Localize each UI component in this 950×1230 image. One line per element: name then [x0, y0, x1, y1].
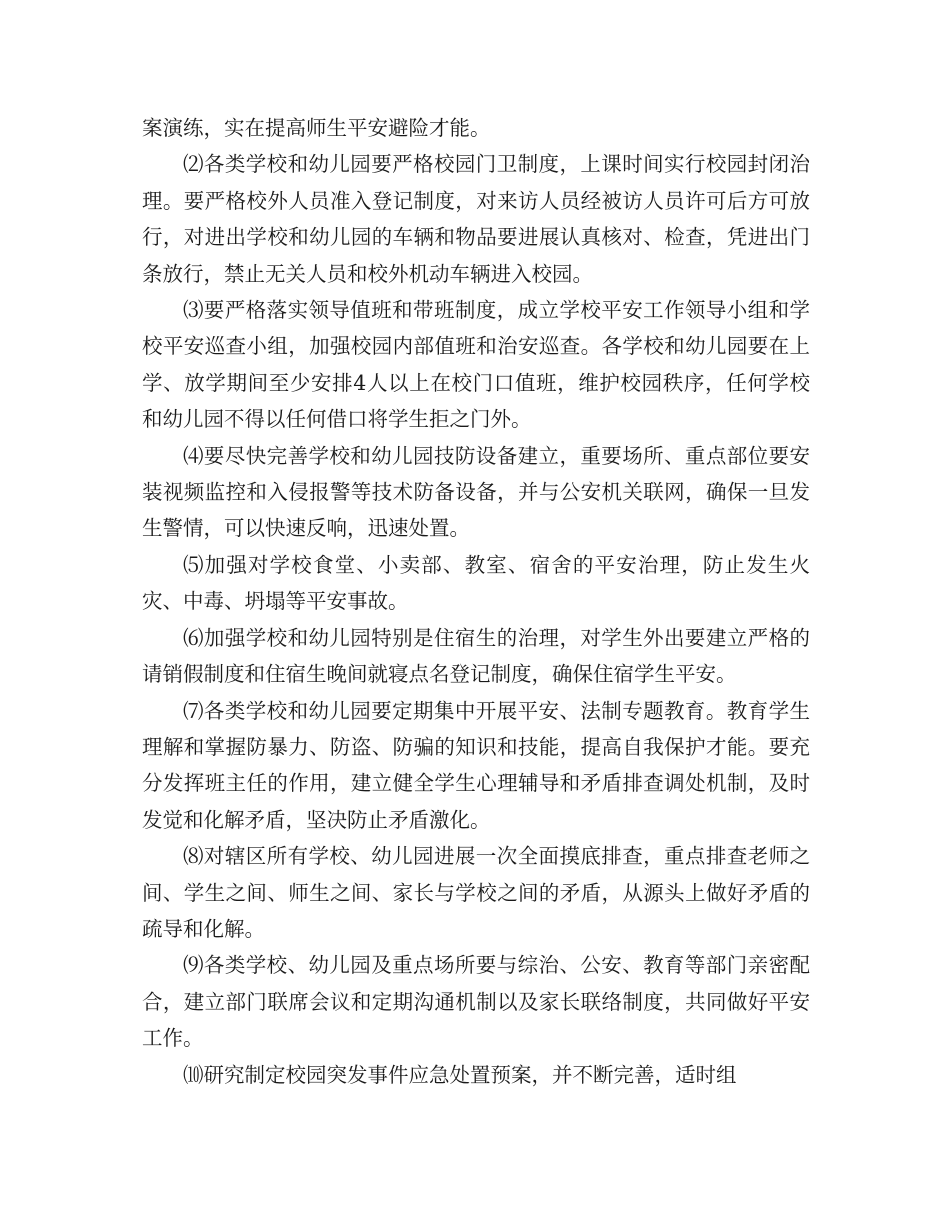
paragraph-item-7: ⑺各类学校和幼儿园要定期集中开展平安、法制专题教育。教育学生理解和掌握防暴力、防盗、防骗的知识和技能，提高自我保护才能。要充分发挥班主任的作用，建立健全学生心理辅导和矛盾排查调处机制，及时发觉和化解矛盾，坚决防止矛盾激化。 — [142, 698, 810, 832]
paragraph-item-3: ⑶要严格落实领导值班和带班制度，成立学校平安工作领导小组和学校平安巡查小组，加强校园内部值班和治安巡查。各学校和幼儿园要在上学、放学期间至少安排4人以上在校门口值班，维护校园秩序，任何学校和幼儿园不得以任何借口将学生拒之门外。 — [142, 298, 810, 432]
document-page — [142, 110, 810, 1093]
paragraph-item-5: ⑸加强对学校食堂、小卖部、教室、宿舍的平安治理，防止发生火灾、中毒、坍塌等平安事故。 — [142, 552, 810, 614]
paragraph-continuation: 案演练，实在提高师生平安避险才能。 — [142, 116, 491, 140]
paragraph-item-9: ⑼各类学校、幼儿园及重点场所要与综治、公安、教育等部门亲密配合，建立部门联席会议和定期沟通机制以及家长联络制度，共同做好平安工作。 — [142, 953, 810, 1051]
paragraph-item-2: ⑵各类学校和幼儿园要严格校园门卫制度，上课时间实行校园封闭治理。要严格校外人员准入登记制度，对来访人员经被访人员许可后方可放行，对进出学校和幼儿园的车辆和物品要进展认真核对、检查，凭进出门条放行，禁止无关人员和校外机动车辆进入校园。 — [142, 152, 810, 286]
paragraph-item-8: ⑻对辖区所有学校、幼儿园进展一次全面摸底排查，重点排查老师之间、学生之间、师生之间、家长与学校之间的矛盾，从源头上做好矛盾的疏导和化解。 — [142, 844, 810, 941]
paragraph-item-6: ⑹加强学校和幼儿园特别是住宿生的治理，对学生外出要建立严格的请销假制度和住宿生晚间就寝点名登记制度，确保住宿学生平安。 — [142, 625, 810, 687]
paragraph-item-4: ⑷要尽快完善学校和幼儿园技防设备建立，重要场所、重点部位要安装视频监控和入侵报警等技术防备设备，并与公安机关联网，确保一旦发生警情，可以快速反响，迅速处置。 — [142, 443, 810, 541]
paragraph-item-10: ⑽研究制定校园突发事件应急处置预案，并不断完善，适时组 — [183, 1062, 737, 1087]
